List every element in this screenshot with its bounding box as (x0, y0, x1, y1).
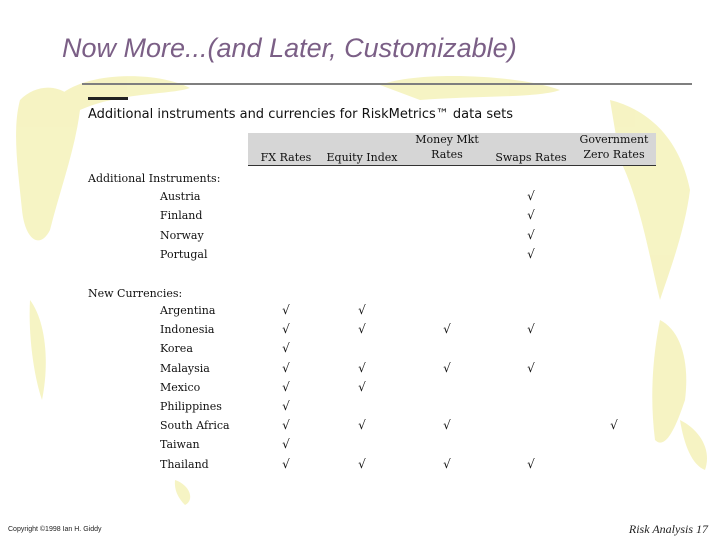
check-mark: √ (282, 322, 290, 336)
check-mark: √ (358, 380, 366, 394)
check-mark: √ (282, 437, 290, 451)
check-mark: √ (282, 303, 290, 317)
column-header-money-mkt-rates (402, 132, 492, 162)
section-label: New Currencies: (88, 287, 183, 300)
check-mark: √ (527, 322, 535, 336)
check-mark: √ (282, 380, 290, 394)
check-mark: √ (282, 341, 290, 355)
check-mark: √ (527, 457, 535, 471)
check-mark: √ (282, 399, 290, 413)
row-label: Austria (160, 190, 201, 203)
column-header-underline (248, 165, 656, 166)
column-header-line2: Swaps Rates (495, 151, 567, 164)
row-label: Argentina (160, 304, 216, 317)
check-mark: √ (527, 361, 535, 375)
check-mark: √ (358, 322, 366, 336)
column-header-swaps-rates (486, 135, 576, 165)
table-heading: Additional instruments and currencies for RiskMetrics™ data sets (88, 107, 513, 122)
column-header-government-zero-rates (569, 132, 659, 162)
row-label: Indonesia (160, 323, 215, 336)
section-label: Additional Instruments: (88, 172, 221, 185)
check-mark: √ (282, 457, 290, 471)
row-label: Philippines (160, 400, 222, 413)
check-mark: √ (443, 322, 451, 336)
check-mark: √ (443, 418, 451, 432)
slide-title: Now More...(and Later, Customizable) (62, 33, 517, 63)
slide-number-footer: Risk Analysis 17 (628, 522, 708, 536)
check-mark: √ (443, 361, 451, 375)
check-mark: √ (282, 361, 290, 375)
check-mark: √ (358, 361, 366, 375)
row-label: Thailand (160, 458, 209, 471)
check-mark: √ (527, 247, 535, 261)
check-mark: √ (610, 418, 618, 432)
check-mark: √ (443, 457, 451, 471)
copyright-footer: Copyright ©1998 Ian H. Giddy (8, 526, 102, 533)
check-mark: √ (282, 418, 290, 432)
column-header-line1 (317, 135, 407, 150)
table-number-mark (88, 97, 128, 100)
title-divider (82, 83, 692, 85)
column-header-line2: Equity Index (326, 151, 398, 164)
row-label: Mexico (160, 381, 201, 394)
check-mark: √ (527, 189, 535, 203)
check-mark: √ (358, 457, 366, 471)
row-label: Finland (160, 209, 203, 222)
column-header-line1: Money Mkt (415, 133, 479, 146)
column-header-line2: FX Rates (260, 151, 312, 164)
column-header-line2: Zero Rates (583, 148, 645, 161)
check-mark: √ (358, 303, 366, 317)
row-label: Malaysia (160, 362, 210, 375)
row-label: Portugal (160, 248, 208, 261)
column-header-line1: Government (579, 133, 649, 146)
column-header-line2: Rates (431, 148, 463, 161)
column-header-line1 (486, 135, 576, 150)
column-header-equity-index (317, 135, 407, 165)
row-label: Taiwan (160, 438, 200, 451)
row-label: South Africa (160, 419, 230, 432)
check-mark: √ (527, 208, 535, 222)
check-mark: √ (527, 228, 535, 242)
row-label: Norway (160, 229, 204, 242)
check-mark: √ (358, 418, 366, 432)
row-label: Korea (160, 342, 193, 355)
